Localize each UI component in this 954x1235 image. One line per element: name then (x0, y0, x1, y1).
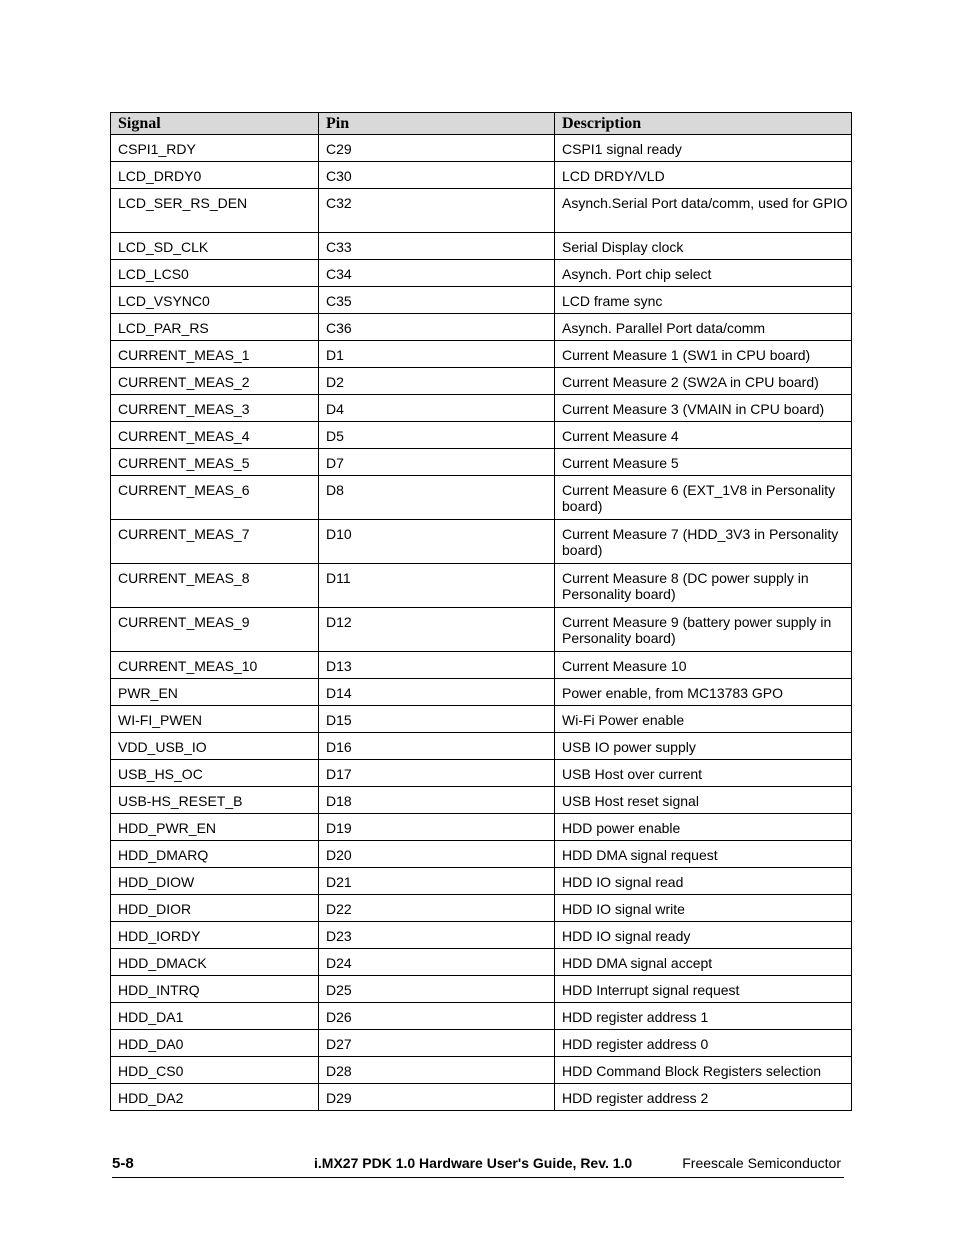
description-cell: HDD Interrupt signal request (555, 976, 852, 1003)
table-row (111, 1003, 852, 1030)
table-row (111, 1030, 852, 1057)
table-row (111, 733, 852, 760)
description-cell: Current Measure 8 (DC power supply in Personality board) (555, 564, 852, 608)
header-description: Description (555, 113, 852, 135)
description-cell: Wi-Fi Power enable (555, 706, 852, 733)
pin-cell: D16 (319, 733, 555, 760)
table-row (111, 564, 852, 608)
description-cell: HDD IO signal read (555, 868, 852, 895)
pin-cell: C34 (319, 260, 555, 287)
signal-cell: LCD_PAR_RS (111, 314, 319, 341)
table-row (111, 1057, 852, 1084)
description-cell: Current Measure 7 (HDD_3V3 in Personality board) (555, 520, 852, 564)
signal-cell: CURRENT_MEAS_4 (111, 422, 319, 449)
description-cell: Asynch.Serial Port data/comm, used for GPIO (555, 189, 852, 233)
pin-cell: D23 (319, 922, 555, 949)
table-row (111, 287, 852, 314)
table-row (111, 841, 852, 868)
pin-cell: D21 (319, 868, 555, 895)
signal-cell: CURRENT_MEAS_7 (111, 520, 319, 564)
signal-cell: HDD_DA2 (111, 1084, 319, 1111)
description-cell: USB Host over current (555, 760, 852, 787)
pin-cell: D1 (319, 341, 555, 368)
description-cell: HDD DMA signal accept (555, 949, 852, 976)
signal-cell: HDD_DMARQ (111, 841, 319, 868)
table-row (111, 368, 852, 395)
signal-cell: CSPI1_RDY (111, 135, 319, 162)
table-row (111, 652, 852, 679)
pin-cell: D10 (319, 520, 555, 564)
table-row (111, 189, 852, 233)
table-body (111, 135, 852, 1111)
signal-pin-table (110, 112, 852, 1111)
pin-cell: D27 (319, 1030, 555, 1057)
signal-cell: CURRENT_MEAS_8 (111, 564, 319, 608)
signal-cell: WI-FI_PWEN (111, 706, 319, 733)
description-cell: HDD register address 1 (555, 1003, 852, 1030)
pin-cell: D5 (319, 422, 555, 449)
description-cell: HDD IO signal ready (555, 922, 852, 949)
description-cell: CSPI1 signal ready (555, 135, 852, 162)
pin-cell: D15 (319, 706, 555, 733)
signal-cell: HDD_DMACK (111, 949, 319, 976)
page-footer (112, 1153, 844, 1178)
description-cell: Current Measure 10 (555, 652, 852, 679)
signal-cell: HDD_IORDY (111, 922, 319, 949)
header-pin: Pin (319, 113, 555, 135)
description-cell: Current Measure 6 (EXT_1V8 in Personality board) (555, 476, 852, 520)
pin-cell: C35 (319, 287, 555, 314)
pin-cell: D18 (319, 787, 555, 814)
table-row (111, 341, 852, 368)
table-row (111, 814, 852, 841)
signal-cell: USB-HS_RESET_B (111, 787, 319, 814)
description-cell: Current Measure 2 (SW2A in CPU board) (555, 368, 852, 395)
pin-cell: D13 (319, 652, 555, 679)
table-row (111, 314, 852, 341)
signal-cell: VDD_USB_IO (111, 733, 319, 760)
pin-cell: C36 (319, 314, 555, 341)
signal-cell: CURRENT_MEAS_3 (111, 395, 319, 422)
table-row (111, 233, 852, 260)
description-cell: Current Measure 5 (555, 449, 852, 476)
table-row (111, 706, 852, 733)
table-row (111, 760, 852, 787)
table-row (111, 895, 852, 922)
signal-cell: HDD_DA1 (111, 1003, 319, 1030)
description-cell: Asynch. Port chip select (555, 260, 852, 287)
header-signal: Signal (111, 113, 319, 135)
description-cell: LCD DRDY/VLD (555, 162, 852, 189)
table-row (111, 260, 852, 287)
signal-cell: CURRENT_MEAS_10 (111, 652, 319, 679)
signal-cell: HDD_DIOR (111, 895, 319, 922)
description-cell: Current Measure 9 (battery power supply in Personality board) (555, 608, 852, 652)
signal-cell: LCD_VSYNC0 (111, 287, 319, 314)
table-row (111, 787, 852, 814)
signal-cell: HDD_INTRQ (111, 976, 319, 1003)
table-row (111, 1084, 852, 1111)
signal-cell: LCD_DRDY0 (111, 162, 319, 189)
pin-cell: D7 (319, 449, 555, 476)
company-name: Freescale Semiconductor (682, 1155, 841, 1171)
signal-cell: USB_HS_OC (111, 760, 319, 787)
pin-cell: C33 (319, 233, 555, 260)
table-row (111, 449, 852, 476)
signal-cell: CURRENT_MEAS_9 (111, 608, 319, 652)
table-row (111, 162, 852, 189)
pin-cell: D2 (319, 368, 555, 395)
signal-cell: LCD_SD_CLK (111, 233, 319, 260)
table-row (111, 476, 852, 520)
signal-cell: PWR_EN (111, 679, 319, 706)
table-row (111, 608, 852, 652)
page-number: 5-8 (112, 1155, 134, 1172)
description-cell: Serial Display clock (555, 233, 852, 260)
pin-cell: C30 (319, 162, 555, 189)
signal-cell: LCD_SER_RS_DEN (111, 189, 319, 233)
pin-cell: D17 (319, 760, 555, 787)
signal-cell: LCD_LCS0 (111, 260, 319, 287)
pin-cell: C32 (319, 189, 555, 233)
pin-cell: D8 (319, 476, 555, 520)
description-cell: HDD Command Block Registers selection (555, 1057, 852, 1084)
pin-cell: D4 (319, 395, 555, 422)
table-row (111, 679, 852, 706)
signal-cell: CURRENT_MEAS_6 (111, 476, 319, 520)
pin-cell: C29 (319, 135, 555, 162)
description-cell: Power enable, from MC13783 GPO (555, 679, 852, 706)
table-row (111, 949, 852, 976)
pin-cell: D29 (319, 1084, 555, 1111)
pin-cell: D28 (319, 1057, 555, 1084)
signal-cell: CURRENT_MEAS_1 (111, 341, 319, 368)
table-row (111, 868, 852, 895)
signal-cell: HDD_CS0 (111, 1057, 319, 1084)
pin-cell: D11 (319, 564, 555, 608)
description-cell: HDD power enable (555, 814, 852, 841)
pin-cell: D14 (319, 679, 555, 706)
table-row (111, 922, 852, 949)
pin-cell: D25 (319, 976, 555, 1003)
table-header-row (111, 113, 852, 135)
pin-cell: D22 (319, 895, 555, 922)
description-cell: LCD frame sync (555, 287, 852, 314)
pin-cell: D26 (319, 1003, 555, 1030)
signal-cell: CURRENT_MEAS_2 (111, 368, 319, 395)
table-row (111, 135, 852, 162)
pin-cell: D24 (319, 949, 555, 976)
pin-cell: D12 (319, 608, 555, 652)
pin-cell: D20 (319, 841, 555, 868)
document-title: i.MX27 PDK 1.0 Hardware User's Guide, Rev. 1.0 (314, 1155, 633, 1171)
description-cell: HDD register address 0 (555, 1030, 852, 1057)
description-cell: HDD register address 2 (555, 1084, 852, 1111)
pin-cell: D19 (319, 814, 555, 841)
description-cell: USB IO power supply (555, 733, 852, 760)
table-row (111, 520, 852, 564)
table-row (111, 976, 852, 1003)
signal-cell: CURRENT_MEAS_5 (111, 449, 319, 476)
description-cell: Current Measure 3 (VMAIN in CPU board) (555, 395, 852, 422)
description-cell: HDD DMA signal request (555, 841, 852, 868)
signal-cell: HDD_PWR_EN (111, 814, 319, 841)
signal-cell: HDD_DA0 (111, 1030, 319, 1057)
table-row (111, 395, 852, 422)
description-cell: Asynch. Parallel Port data/comm (555, 314, 852, 341)
signal-cell: HDD_DIOW (111, 868, 319, 895)
description-cell: USB Host reset signal (555, 787, 852, 814)
description-cell: HDD IO signal write (555, 895, 852, 922)
description-cell: Current Measure 1 (SW1 in CPU board) (555, 341, 852, 368)
description-cell: Current Measure 4 (555, 422, 852, 449)
table-row (111, 422, 852, 449)
